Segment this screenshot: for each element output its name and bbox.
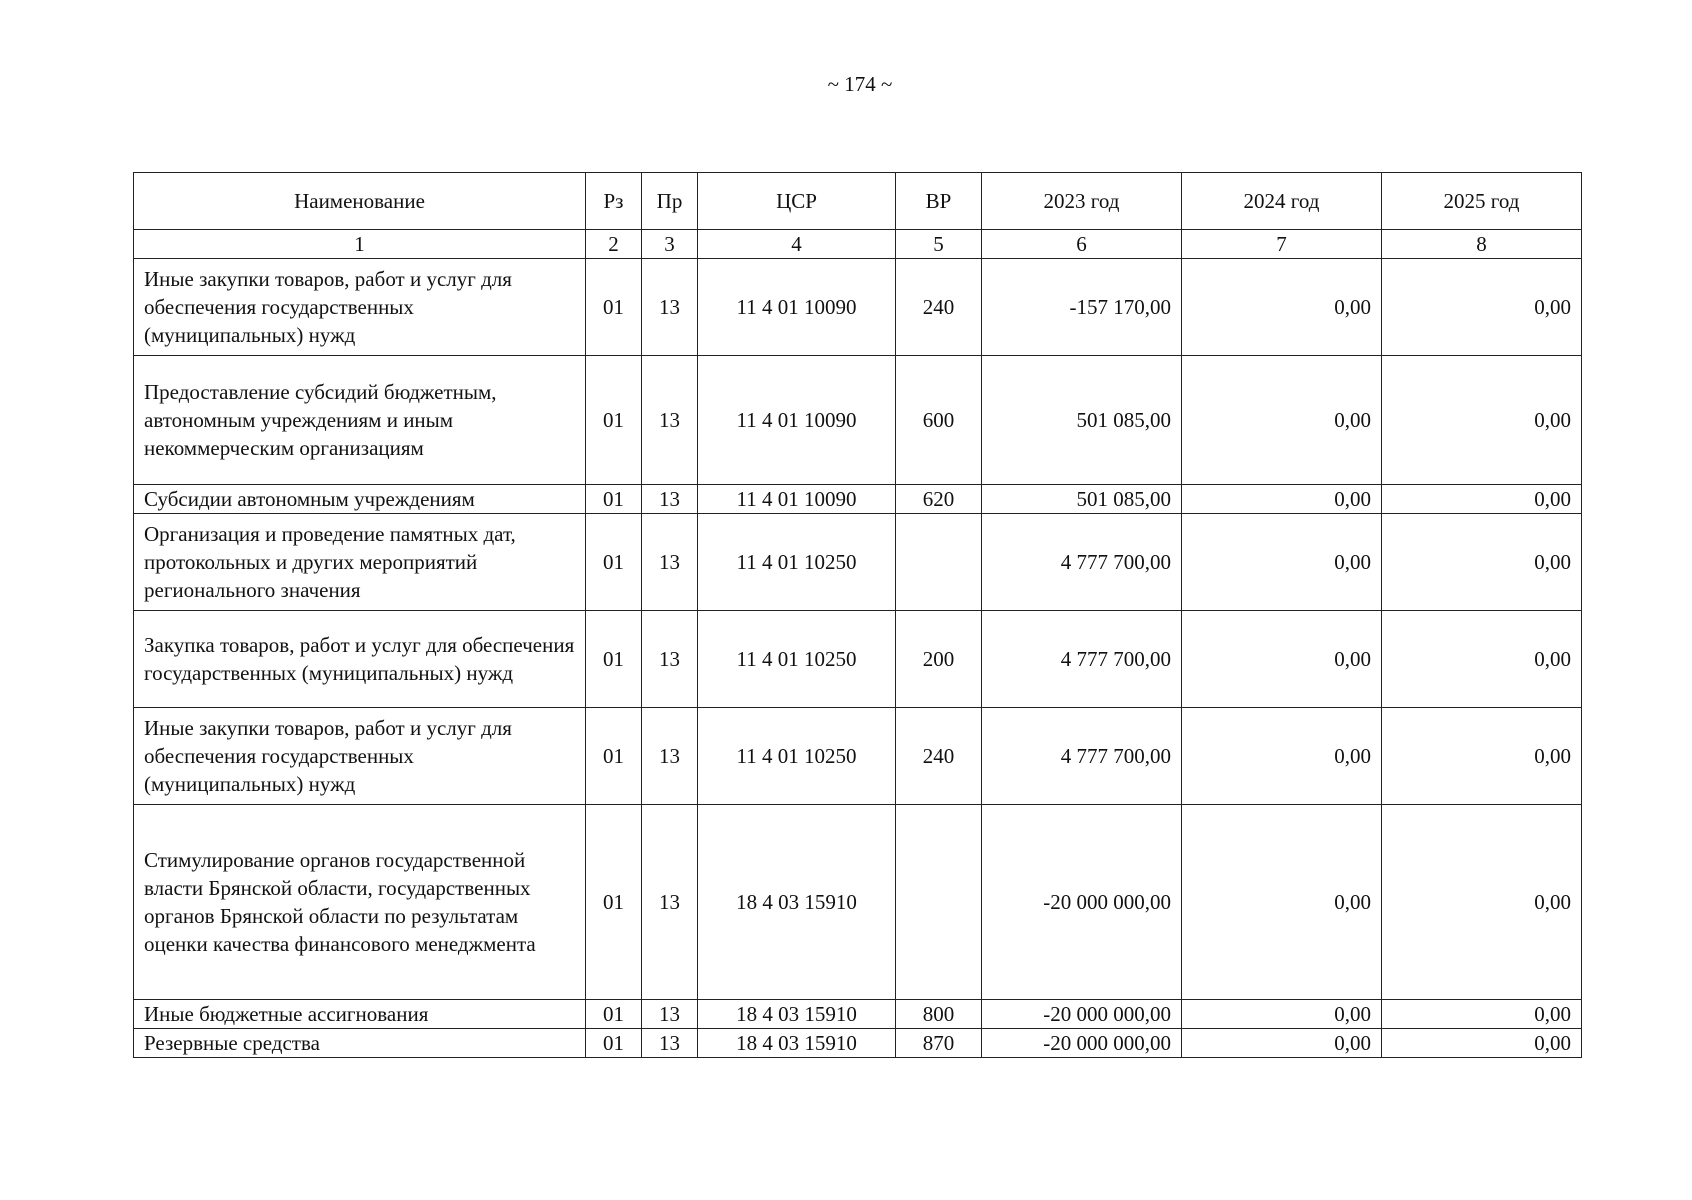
- row-2023: 4 777 700,00: [982, 514, 1182, 611]
- column-number: 4: [698, 230, 896, 259]
- row-vr: 620: [896, 485, 982, 514]
- table-row: [134, 708, 1582, 805]
- row-name: Стимулирование органов государственной власти Брянской области, государственных органов Брянской области по результатам оценки качества финансового менеджмента: [134, 805, 586, 1000]
- row-name: Иные закупки товаров, работ и услуг для обеспечения государственных (муниципальных) нужд: [134, 259, 586, 356]
- row-vr: 240: [896, 708, 982, 805]
- row-name: Иные бюджетные ассигнования: [134, 1000, 586, 1029]
- row-pr: 13: [642, 805, 698, 1000]
- table-row: [134, 485, 1582, 514]
- row-csr: 11 4 01 10250: [698, 611, 896, 708]
- table-row: [134, 1029, 1582, 1058]
- row-rz: 01: [586, 356, 642, 485]
- row-pr: 13: [642, 1000, 698, 1029]
- row-name: Организация и проведение памятных дат, протокольных и других мероприятий регионального значения: [134, 514, 586, 611]
- table-row: [134, 259, 1582, 356]
- row-2023: -20 000 000,00: [982, 1029, 1182, 1058]
- row-2025: 0,00: [1382, 611, 1582, 708]
- column-number: 1: [134, 230, 586, 259]
- row-rz: 01: [586, 1000, 642, 1029]
- row-vr: 870: [896, 1029, 982, 1058]
- row-2023: -20 000 000,00: [982, 1000, 1182, 1029]
- row-2025: 0,00: [1382, 356, 1582, 485]
- column-number-row: [134, 230, 1582, 259]
- row-csr: 18 4 03 15910: [698, 805, 896, 1000]
- row-2024: 0,00: [1182, 259, 1382, 356]
- row-2025: 0,00: [1382, 259, 1582, 356]
- row-pr: 13: [642, 485, 698, 514]
- row-csr: 18 4 03 15910: [698, 1029, 896, 1058]
- row-rz: 01: [586, 611, 642, 708]
- row-2024: 0,00: [1182, 356, 1382, 485]
- column-number: 5: [896, 230, 982, 259]
- row-vr: 200: [896, 611, 982, 708]
- row-2024: 0,00: [1182, 1000, 1382, 1029]
- row-rz: 01: [586, 708, 642, 805]
- row-rz: 01: [586, 1029, 642, 1058]
- row-pr: 13: [642, 514, 698, 611]
- column-number: 6: [982, 230, 1182, 259]
- row-rz: 01: [586, 805, 642, 1000]
- column-number: 3: [642, 230, 698, 259]
- row-vr: [896, 805, 982, 1000]
- table-row: [134, 514, 1582, 611]
- header-vr: ВР: [896, 173, 982, 230]
- row-csr: 11 4 01 10090: [698, 485, 896, 514]
- row-vr: [896, 514, 982, 611]
- row-vr: 600: [896, 356, 982, 485]
- row-2025: 0,00: [1382, 1029, 1582, 1058]
- row-pr: 13: [642, 1029, 698, 1058]
- page-number: ~ 174 ~: [827, 72, 893, 96]
- row-2025: 0,00: [1382, 1000, 1582, 1029]
- row-rz: 01: [586, 485, 642, 514]
- row-2025: 0,00: [1382, 485, 1582, 514]
- row-name: Предоставление субсидий бюджетным, автономным учреждениям и иным некоммерческим организациям: [134, 356, 586, 485]
- row-2024: 0,00: [1182, 805, 1382, 1000]
- row-vr: 800: [896, 1000, 982, 1029]
- column-number: 8: [1382, 230, 1582, 259]
- row-csr: 11 4 01 10250: [698, 514, 896, 611]
- header-csr: ЦСР: [698, 173, 896, 230]
- row-csr: 11 4 01 10250: [698, 708, 896, 805]
- row-rz: 01: [586, 259, 642, 356]
- header-pr: Пр: [642, 173, 698, 230]
- row-rz: 01: [586, 514, 642, 611]
- row-csr: 18 4 03 15910: [698, 1000, 896, 1029]
- row-pr: 13: [642, 259, 698, 356]
- row-pr: 13: [642, 611, 698, 708]
- column-number: 7: [1182, 230, 1382, 259]
- table-header-row: [134, 173, 1582, 230]
- row-pr: 13: [642, 356, 698, 485]
- header-2025: 2025 год: [1382, 173, 1582, 230]
- row-name: Закупка товаров, работ и услуг для обеспечения государственных (муниципальных) нужд: [134, 611, 586, 708]
- row-2023: 4 777 700,00: [982, 708, 1182, 805]
- table-row: [134, 611, 1582, 708]
- row-2024: 0,00: [1182, 485, 1382, 514]
- row-2023: 4 777 700,00: [982, 611, 1182, 708]
- column-number: 2: [586, 230, 642, 259]
- table-row: [134, 356, 1582, 485]
- table-row: [134, 1000, 1582, 1029]
- row-2023: -157 170,00: [982, 259, 1182, 356]
- row-name: Субсидии автономным учреждениям: [134, 485, 586, 514]
- row-2024: 0,00: [1182, 611, 1382, 708]
- row-2024: 0,00: [1182, 708, 1382, 805]
- row-2024: 0,00: [1182, 1029, 1382, 1058]
- row-2025: 0,00: [1382, 805, 1582, 1000]
- row-name: Резервные средства: [134, 1029, 586, 1058]
- header-rz: Рз: [586, 173, 642, 230]
- row-pr: 13: [642, 708, 698, 805]
- row-2023: -20 000 000,00: [982, 805, 1182, 1000]
- row-2025: 0,00: [1382, 514, 1582, 611]
- row-csr: 11 4 01 10090: [698, 356, 896, 485]
- table-row: [134, 805, 1582, 1000]
- row-2023: 501 085,00: [982, 356, 1182, 485]
- header-2024: 2024 год: [1182, 173, 1382, 230]
- row-2023: 501 085,00: [982, 485, 1182, 514]
- row-csr: 11 4 01 10090: [698, 259, 896, 356]
- header-2023: 2023 год: [982, 173, 1182, 230]
- row-name: Иные закупки товаров, работ и услуг для обеспечения государственных (муниципальных) нужд: [134, 708, 586, 805]
- row-2024: 0,00: [1182, 514, 1382, 611]
- row-vr: 240: [896, 259, 982, 356]
- header-name: Наименование: [134, 173, 586, 230]
- budget-table: [133, 172, 1582, 1058]
- row-2025: 0,00: [1382, 708, 1582, 805]
